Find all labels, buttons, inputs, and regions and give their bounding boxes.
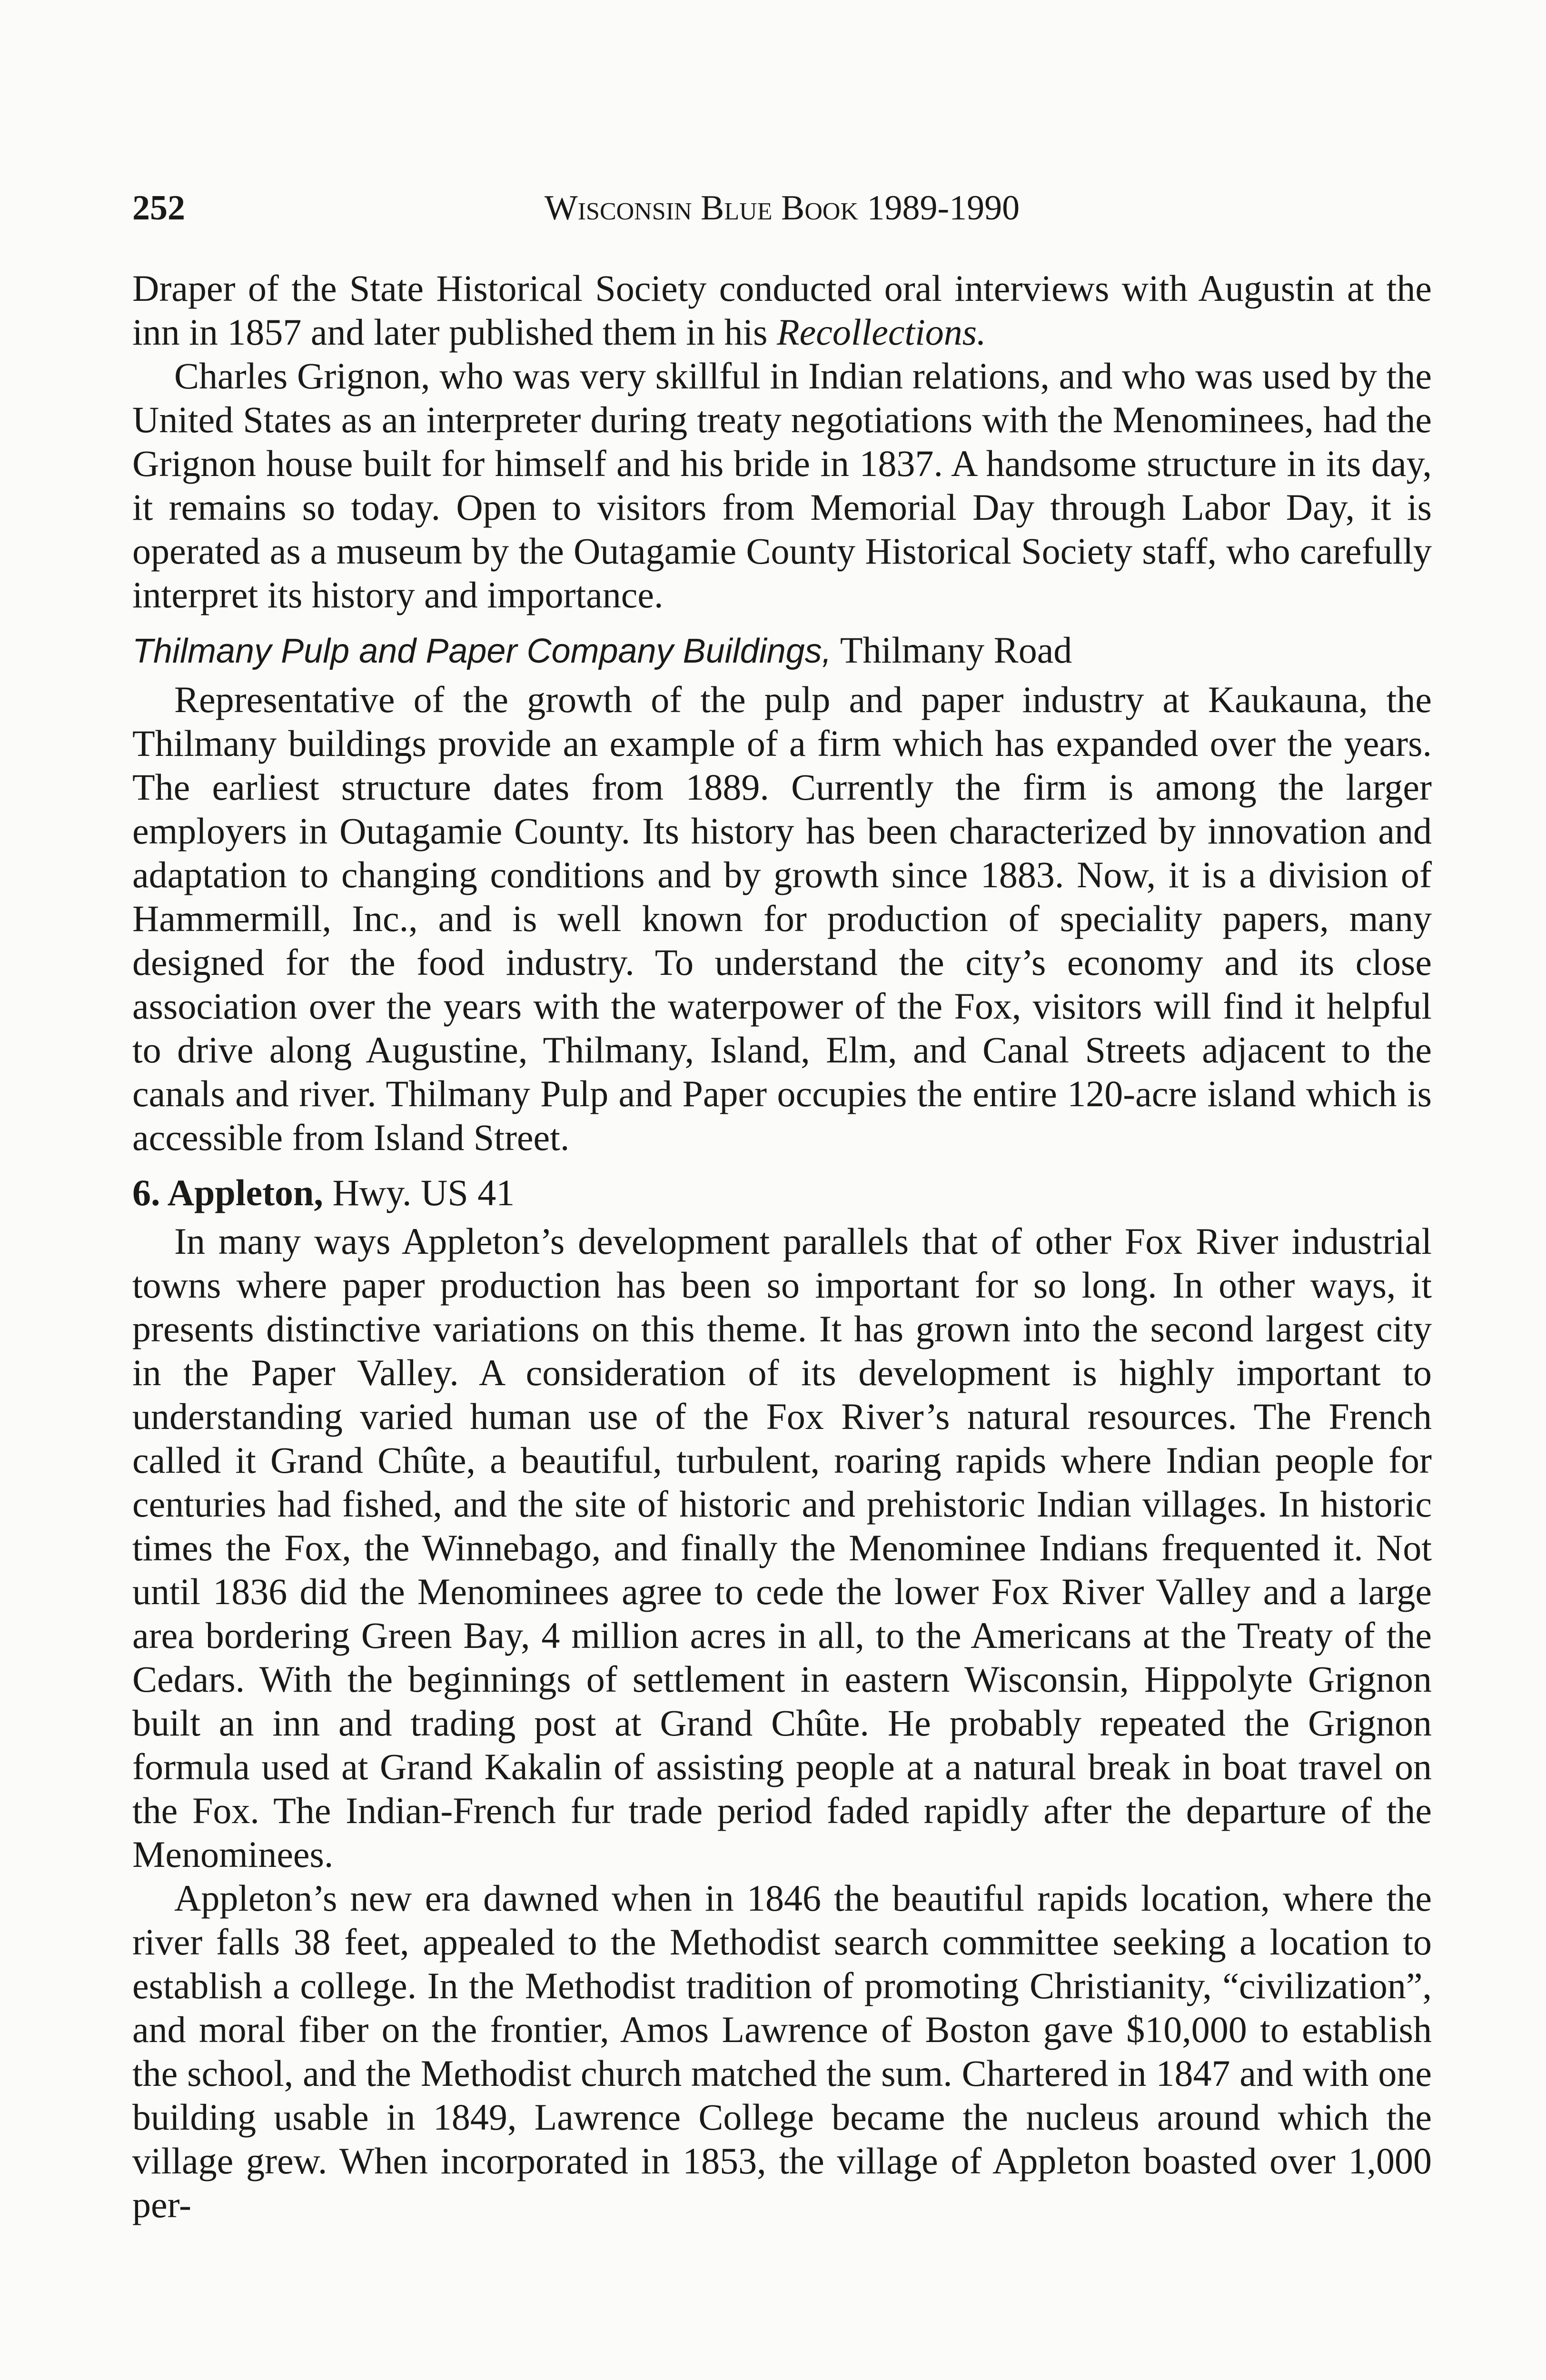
- section-heading-appleton-location: Hwy. US 41: [323, 1172, 515, 1213]
- section-heading-appleton-name: 6. Appleton,: [132, 1172, 323, 1213]
- paragraph-draper: [132, 267, 1432, 354]
- section-heading-appleton: [132, 1171, 1432, 1215]
- page-number: 252: [132, 188, 185, 228]
- section-heading-thilmany: [132, 628, 1432, 673]
- paragraph-grignon: Charles Grignon, who was very skillful in Indian relations, and who was used by the United States as an interpreter during treaty negotiations with the Menominees, had the Grignon house built for himself and his bride in 1837. A handsome structure in its day, it remains so today. Open to visitors from Memorial Day through Labor Day, it is operated as a museum by the Outagamie County Historical Society staff, who carefully interpret its history and importance.: [132, 355, 1432, 615]
- paragraph-thilmany: Representative of the growth of the pulp and paper industry at Kaukauna, the Thilmany buildings provide an example of a firm which has expanded over the years. The earliest structure dates from 1889. Currently the firm is among the larger employers in Outagamie County. Its history has been characterized by innovation and adaptation to changing conditions and by growth since 1883. Now, it is a division of Hammermill, Inc., and is well known for production of speciality papers, many designed for the food industry. To understand the city’s economy and its close association over the years with the waterpower of the Fox, visitors will find it helpful to drive along Augustine, Thilmany, Island, Elm, and Canal Streets adjacent to the canals and river. Thilmany Pulp and Paper occupies the entire 120-acre island which is accessible from Island Street.: [132, 679, 1432, 1158]
- running-title: Wisconsin Blue Book 1989-1990: [544, 188, 1020, 228]
- section-heading-thilmany-name: Thilmany Pulp and Paper Company Buildings,: [132, 632, 832, 670]
- paragraph-draper-text: Draper of the State Historical Society conducted oral interviews with Augustin at the inn in 1857 and later published them in his: [132, 268, 1432, 353]
- page-body: [132, 267, 1432, 2227]
- page-header: [132, 182, 1432, 234]
- paragraph-appleton-development: In many ways Appleton’s development parallels that of other Fox River industrial towns where paper production has been so important for so long. In other ways, it presents distinctive variations on this theme. It has grown into the second largest city in the Paper Valley. A consideration of its development is highly important to understanding varied human use of the Fox River’s natural resources. The French called it Grand Chûte, a beautiful, turbulent, roaring rapids where Indian people for centuries had fished, and the site of historic and prehistoric Indian villages. In historic times the Fox, the Winnebago, and finally the Menominee Indians frequented it. Not until 1836 did the Menominees agree to cede the lower Fox River Valley and a large area bordering Green Bay, 4 million acres in all, to the Americans at the Treaty of the Cedars. With the beginnings of settlement in eastern Wisconsin, Hippolyte Grignon built an inn and trading post at Grand Chûte. He probably repeated the Grignon formula used at Grand Kakalin of assisting people at a natural break in boat travel on the Fox. The Indian-French fur trade period faded rapidly after the departure of the Menominees.: [132, 1220, 1432, 1875]
- section-heading-thilmany-location: Thilmany Road: [831, 629, 1072, 671]
- paragraph-appleton-new-era: Appleton’s new era dawned when in 1846 the beautiful rapids location, where the river falls 38 feet, appealed to the Methodist search committee seeking a location to establish a college. In the Methodist tradition of promoting Christianity, “civilization”, and moral fiber on the frontier, Amos Lawrence of Boston gave $10,000 to establish the school, and the Methodist church matched the sum. Chartered in 1847 and with one building usable in 1849, Lawrence College became the nucleus around which the village grew. When incorporated in 1853, the village of Appleton boasted over 1,000 per-: [132, 1877, 1432, 2225]
- recollections-title: Recollections.: [777, 311, 986, 353]
